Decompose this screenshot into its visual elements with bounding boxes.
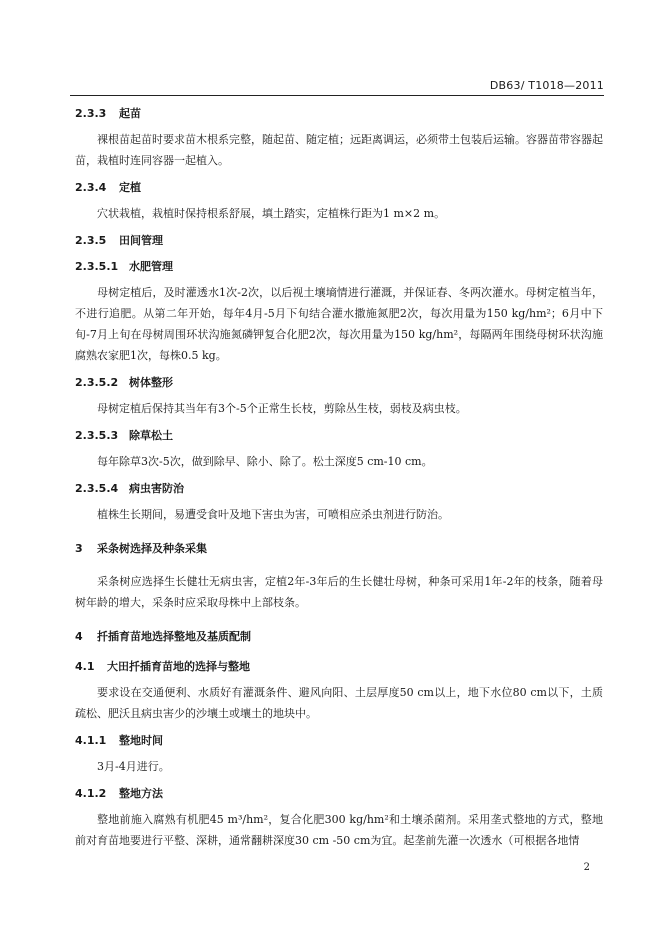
section-title: 除草松土 (129, 429, 173, 442)
paragraph: 要求设在交通便利、水质好有灌溉条件、避风向阳、土层厚度50 cm以上，地下水位80 cm以下，土质疏松、肥沃且病虫害少的沙壤土或壤土的地块中。 (75, 686, 603, 720)
section-title: 田间管理 (119, 234, 163, 247)
section-heading (75, 259, 603, 275)
section-title: 定植 (119, 181, 141, 194)
section-number: 2.3.5.4 (75, 482, 119, 495)
section-number: 4.1.2 (75, 787, 107, 800)
section-heading (75, 180, 603, 196)
section-heading (75, 786, 603, 802)
page-number: 2 (583, 862, 590, 873)
section-heading (75, 428, 603, 444)
chapter-heading (75, 541, 603, 557)
section-heading (75, 233, 603, 249)
section-title: 起苗 (119, 107, 141, 120)
section-title: 采条树选择及种条采集 (97, 542, 207, 555)
paragraph: 每年除草3次-5次，做到除早、除小、除了。松土深度5 cm-10 cm。 (97, 455, 433, 468)
paragraph: 采条树应选择生长健壮无病虫害，定植2年-3年后的生长健壮母树，种条可采用1年-2年的枝条，随着母树年龄的增大，采条时应采取母株中上部枝条。 (75, 575, 603, 609)
section-number: 2.3.5.3 (75, 429, 119, 442)
section-heading (75, 481, 603, 497)
section-title: 树体整形 (129, 376, 173, 389)
paragraph: 母树定植后，及时灌透水1次-2次，以后视土壤墒情进行灌溉，并保证春、冬两次灌水。母树定植当年，不进行追肥。从第二年开始，每年4月-5月下旬结合灌水撒施氮肥2次，每次用量为150 kg/hm²；6月中下旬-7月上旬在母树周围环状沟施氮磷钾复合化肥2次，每次用量为150 kg/hm²，每隔两年围绕母树环状沟施腐熟农家肥1次，每株0.5 kg。 (75, 286, 603, 362)
section-title: 扦插育苗地选择整地及基质配制 (97, 630, 251, 643)
section-number: 4.1 (75, 660, 95, 673)
section-number: 3 (75, 542, 83, 555)
section-number: 2.3.5.1 (75, 260, 119, 273)
section-number: 2.3.4 (75, 181, 107, 194)
section-title: 整地方法 (119, 787, 163, 800)
paragraph: 植株生长期间，易遭受食叶及地下害虫为害，可喷相应杀虫剂进行防治。 (97, 508, 449, 521)
section-title: 病虫害防治 (129, 482, 184, 495)
paragraph: 3月-4月进行。 (97, 760, 170, 773)
standard-code: DB63/ T1018—2011 (489, 79, 604, 92)
section-title: 水肥管理 (129, 260, 173, 273)
paragraph: 裸根苗起苗时要求苗木根系完整，随起苗、随定植；远距离调运，必须带土包装后运输。容器苗带容器起苗，栽植时连同容器一起植入。 (75, 133, 603, 167)
section-number: 2.3.3 (75, 107, 107, 120)
paragraph: 穴状栽植，栽植时保持根系舒展，填土踏实，定植株行距为1 m×2 m。 (97, 207, 446, 220)
section-title: 整地时间 (119, 734, 163, 747)
section-heading (75, 375, 603, 391)
header-divider (70, 95, 604, 96)
section-title: 大田扦插育苗地的选择与整地 (107, 660, 250, 673)
section-heading (75, 106, 603, 122)
chapter-heading (75, 629, 603, 645)
section-number: 4 (75, 630, 83, 643)
section-heading (75, 659, 603, 675)
section-number: 2.3.5 (75, 234, 107, 247)
document-body (75, 106, 603, 851)
section-heading (75, 733, 603, 749)
paragraph: 母树定植后保持其当年有3个-5个正常生长枝，剪除丛生枝，弱枝及病虫枝。 (97, 402, 467, 415)
paragraph: 整地前施入腐熟有机肥45 m³/hm²，复合化肥300 kg/hm²和土壤杀菌剂。采用垄式整地的方式，整地前对育苗地要进行平整、深耕，通常翻耕深度30 cm -50 cm为宜。起垄前先灌一次透水（可根据各地情 (75, 813, 603, 847)
section-number: 4.1.1 (75, 734, 107, 747)
section-number: 2.3.5.2 (75, 376, 119, 389)
